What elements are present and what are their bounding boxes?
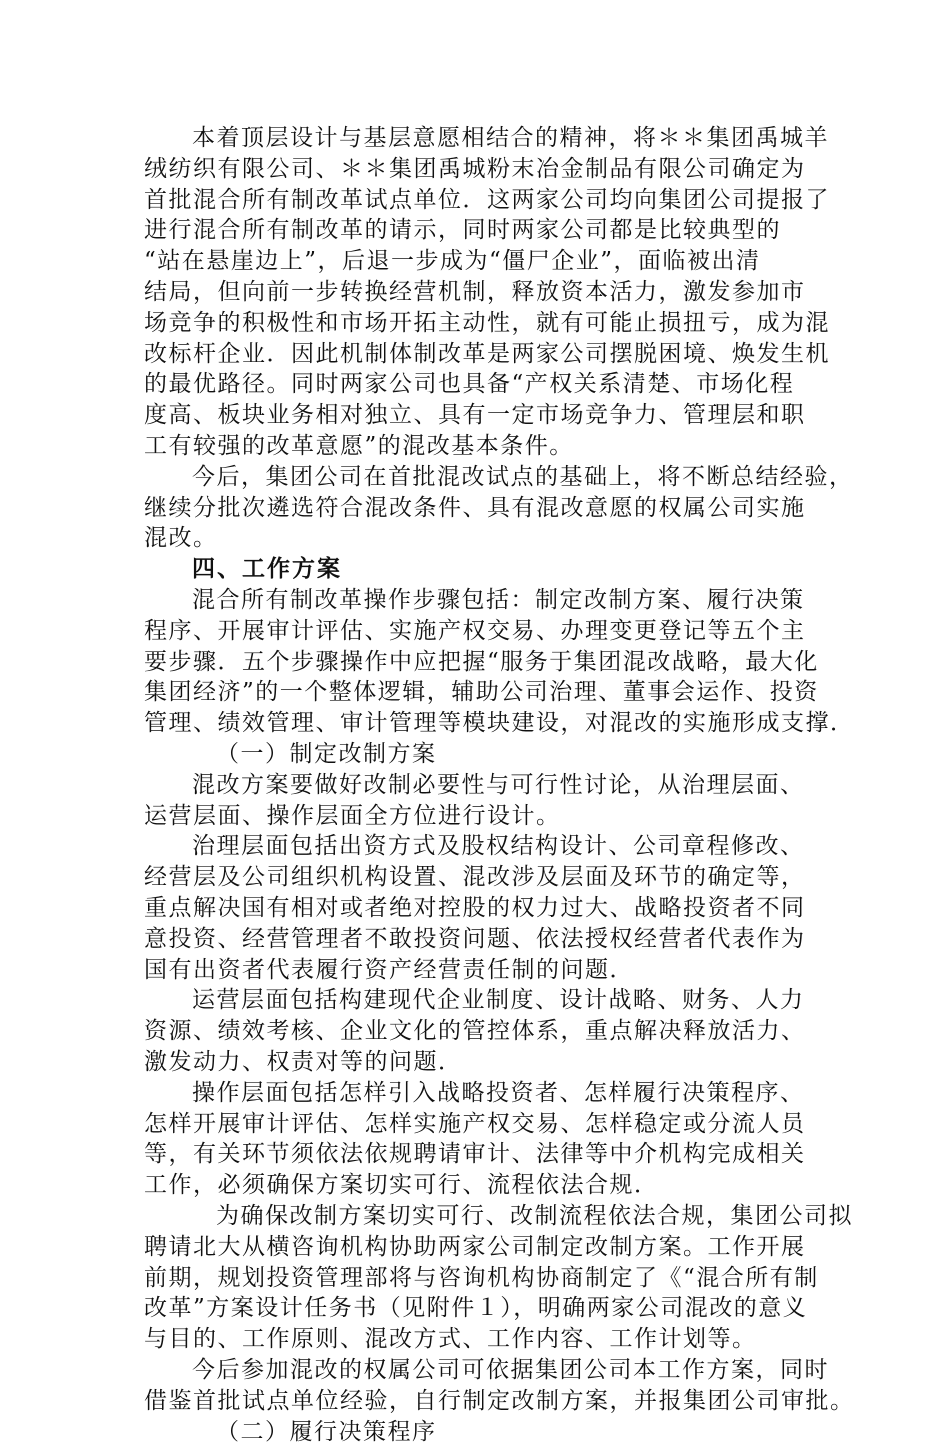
text-line: 怎样开展审计评估、怎样实施产权交易、怎样稳定或分流人员 [144, 1110, 806, 1137]
text-line: （一）制定改制方案 [216, 741, 437, 767]
text-line: 工有较强的改革意愿”的混改基本条件。 [144, 433, 574, 459]
text-line: 国有出资者代表履行资产经营责任制的问题． [144, 956, 634, 983]
text-line: 要步骤．五个步骤操作中应把握“服务于集团混改战略，最大化 [144, 648, 819, 675]
text-line: 工作，必须确保方案切实可行、流程依法合规． [144, 1172, 659, 1199]
text-line: 继续分批次遴选符合混改条件、具有混改意愿的权属公司实施 [144, 494, 806, 521]
text-line: 绒纺织有限公司、＊＊集团禹城粉末冶金制品有限公司确定为 [144, 155, 806, 182]
text-line: 与目的、工作原则、混改方式、工作内容、工作计划等。 [144, 1326, 757, 1353]
text-line: 混改方案要做好改制必要性与可行性讨论，从治理层面、 [192, 771, 805, 798]
text-line: 结局，但向前一步转换经营机制，释放资本活力，激发参加市 [144, 279, 806, 305]
text-line: 意投资、经营管理者不敢投资问题、依法授权经营者代表作为 [144, 925, 806, 952]
section-heading: 四、工作方案 [192, 556, 342, 583]
text-line: 经营层及公司组织机构设置、混改涉及层面及环节的确定等， [144, 864, 806, 891]
text-line: 首批混合所有制改革试点单位．这两家公司均向集团公司提报了 [144, 186, 830, 213]
text-line: 度高、板块业务相对独立、具有一定市场竞争力、管理层和职 [144, 402, 806, 429]
text-line: 的最优路径。同时两家公司也具备“产权关系清楚、市场化程 [144, 371, 795, 398]
text-line: 运营层面包括构建现代企业制度、设计战略、财务、人力 [192, 987, 805, 1014]
text-line: 等，有关环节须依法依规聘请审计、法律等中介机构完成相关 [144, 1141, 806, 1168]
text-line: 聘请北大从横咨询机构协助两家公司制定改制方案。工作开展 [144, 1233, 806, 1260]
text-line: 激发动力、权责对等的问题． [144, 1049, 463, 1075]
text-line: 操作层面包括怎样引入战略投资者、怎样履行决策程序、 [192, 1079, 805, 1106]
text-line: “站在悬崖边上”，后退一步成为“僵尸企业”，面临被出清 [144, 248, 761, 275]
text-line: 程序、开展审计评估、实施产权交易、办理变更登记等五个主 [144, 617, 806, 644]
text-line: 本着顶层设计与基层意愿相结合的精神，将＊＊集团禹城羊 [192, 125, 829, 151]
text-line: 治理层面包括出资方式及股权结构设计、公司章程修改、 [192, 833, 805, 860]
text-line: 重点解决国有相对或者绝对控股的权力过大、战略投资者不同 [144, 895, 806, 921]
text-line: 前期，规划投资管理部将与咨询机构协商制定了《“混合所有制 [144, 1264, 819, 1291]
text-line: 运营层面、操作层面全方位进行设计。 [144, 802, 561, 829]
text-line: 资源、绩效考核、企业文化的管控体系，重点解决释放活力、 [144, 1018, 806, 1045]
text-line: 场竞争的积极性和市场开拓主动性，就有可能止损扭亏，成为混 [144, 309, 830, 336]
text-line: 今后，集团公司在首批混改试点的基础上，将不断总结经验， [192, 463, 854, 490]
text-line: 为确保改制方案切实可行、改制流程依法合规，集团公司拟 [216, 1203, 853, 1229]
text-line: 借鉴首批试点单位经验，自行制定改制方案，并报集团公司审批。 [144, 1387, 855, 1414]
text-line: 进行混合所有制改革的请示，同时两家公司都是比较典型的 [144, 217, 781, 244]
text-line: 管理、绩效管理、审计管理等模块建设，对混改的实施形成支撑． [144, 710, 855, 737]
text-line: （二）履行决策程序 [216, 1418, 437, 1445]
text-line: 混改。 [144, 525, 218, 552]
text-line: 改革”方案设计任务书（见附件１），明确两家公司混改的意义 [144, 1295, 808, 1322]
text-line: 今后参加混改的权属公司可依据集团公司本工作方案，同时 [192, 1357, 829, 1383]
text-line: 集团经济”的一个整体逻辑，辅助公司治理、董事会运作、投资 [144, 679, 819, 706]
text-line: 混合所有制改革操作步骤包括：制定改制方案、履行决策 [192, 587, 805, 613]
text-line: 改标杆企业．因此机制体制改革是两家公司摆脱困境、焕发生机 [144, 340, 830, 367]
